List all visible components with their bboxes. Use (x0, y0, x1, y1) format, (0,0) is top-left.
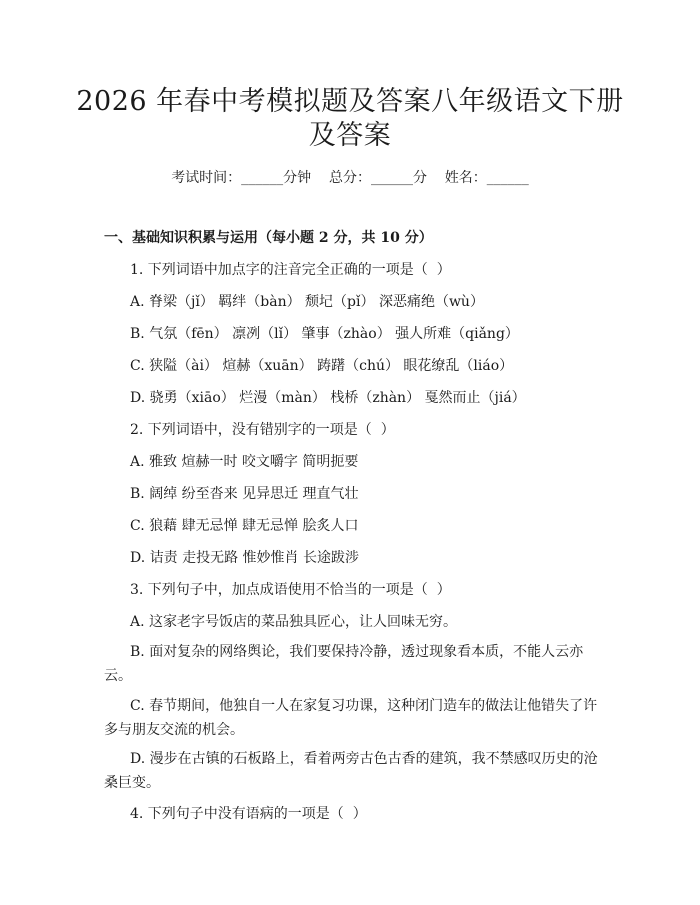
question-3-stem: 3. 下列句子中，加点成语使用不恰当的一项是（ ） (130, 582, 451, 598)
question-1-stem: 1. 下列词语中加点字的注音完全正确的一项是（ ） (130, 262, 451, 278)
question-2-option-b: B. 阔绰 纷至沓来 见异思迁 理直气壮 (130, 486, 359, 502)
question-1-option-c: C. 狭隘（ài） 煊赫（xuān） 踌躇（chú） 眼花缭乱（liáo） (130, 358, 514, 374)
question-2-stem: 2. 下列词语中，没有错别字的一项是（ ） (130, 422, 395, 438)
question-1-option-b: B. 气氛（fēn） 凛冽（lǐ） 肇事（zhào） 强人所难（qiǎng） (130, 326, 519, 342)
question-2-option-a: A. 雅致 煊赫一时 咬文嚼字 简明扼要 (130, 454, 359, 470)
exam-info: 考试时间：______分钟 总分：______分 姓名：______ (171, 170, 529, 186)
question-1-option-a: A. 脊梁（jǐ） 羁绊（bàn） 颓圮（pǐ） 深恶痛绝（wù） (130, 294, 484, 310)
question-3-option-b: B. 面对复杂的网络舆论，我们要保持冷静，透过现象看本质，不能人云亦云。 (104, 644, 584, 684)
question-4-stem: 4. 下列句子中没有语病的一项是（ ） (130, 806, 367, 822)
document-title-line1: 2026 年春中考模拟题及答案八年级语文下册 (76, 86, 624, 117)
question-3-option-d: D. 漫步在古镇的石板路上，看着两旁古色古香的建筑，我不禁感叹历史的沧桑巨变。 (104, 751, 598, 791)
question-3-option-c: C. 春节期间，他独自一人在家复习功课，这种闭门造车的做法让他错失了许多与朋友交流的机会。 (104, 698, 598, 738)
section-heading: 一、基础知识积累与运用（每小题 2 分，共 10 分） (104, 230, 433, 246)
question-1-option-d: D. 骁勇（xiāo） 烂漫（màn） 栈桥（zhàn） 戛然而止（jiá） (130, 390, 526, 406)
question-2-option-d: D. 诘责 走投无路 惟妙惟肖 长途跋涉 (130, 550, 359, 566)
question-2-option-c: C. 狼藉 肆无忌惮 肆无忌惮 脍炙人口 (130, 518, 359, 534)
question-3-option-a: A. 这家老字号饭店的菜品独具匠心，让人回味无穷。 (130, 614, 458, 630)
document-title-line2: 及答案 (308, 120, 392, 151)
